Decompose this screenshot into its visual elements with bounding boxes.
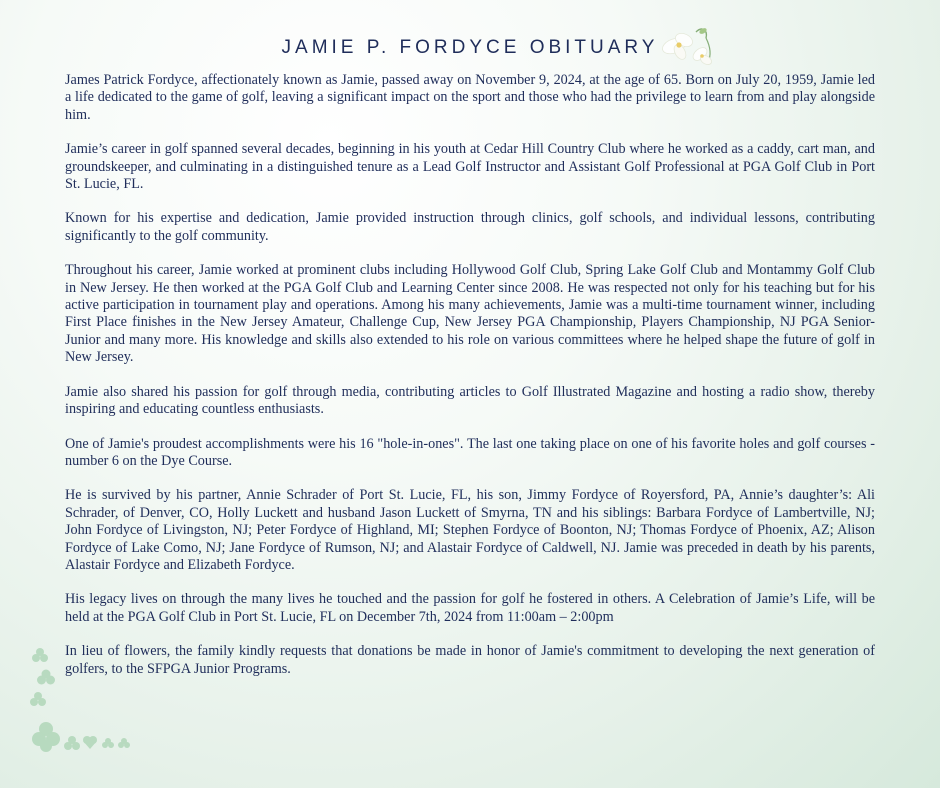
paragraph-celebration: His legacy lives on through the many lives he touched and the passion for golf he fostered in others. A Celebration of Jamie’s Life, will be held at the PGA Golf Club in Port St. Lucie, FL on December 7th, 2024 from 11:00am – 2:00pm: [65, 591, 875, 625]
paragraph-intro: James Patrick Fordyce, affectionately known as Jamie, passed away on November 9, 2024, at the age of 65. Born on July 20, 1959, Jamie led a life dedicated to the game of golf, leaving a significant impact on the sport and those who had the privilege to learn from and play alongside him.: [65, 72, 875, 123]
paragraph-clubs: Throughout his career, Jamie worked at prominent clubs including Hollywood Golf Club, Spring Lake Golf Club and Montammy Golf Club in New Jersey. He then worked at the PGA Golf Club and Learning Center since 2008. He was respected not only for his teaching but for his active participation in tournament play and operations. Among his many achievements, Jamie was a multi-time tournament winner, including First Place finishes in the New Jersey Amateur, Challenge Cup, New Jersey PGA Championship, Players Championship, NJ PGA Senior-Junior and many more. His knowledge and skills also extended to his role on various committees where he helped shape the future of golf in New Jersey.: [65, 262, 875, 366]
paragraph-career: Jamie’s career in golf spanned several decades, beginning in his youth at Cedar Hill Country Club where he worked as a caddy, cart man, and groundskeeper, and culminating in a distinguished tenure as a Lead Golf Instructor and Assistant Golf Professional at PGA Golf Club in Port St. Lucie, FL.: [65, 141, 875, 193]
paragraph-donations: In lieu of flowers, the family kindly requests that donations be made in honor of Jamie's commitment to developing the next generation of golfers, to the SFPGA Junior Programs.: [65, 643, 875, 677]
paragraph-survivors: He is survived by his partner, Annie Schrader of Port St. Lucie, FL, his son, Jimmy Fordyce of Royersford, PA, Annie’s daughter’s: Ali Schrader, of Denver, CO, Holly Luckett and husband Jason Luckett of Smyrna, TN and his siblings: Barbara Fordyce of Lambertville, NJ; John Fordyce of Livingston, NJ; Peter Fordyce of Highland, MI; Stephen Fordyce of Boonton, NJ; Thomas Fordyce of Phoenix, AZ; Alison Fordyce of Lake Como, NJ; Jane Fordyce of Rumson, NJ; and Alastair Fordyce of Caldwell, NJ. Jamie was preceded in death by his parents, Alastair Fordyce and Elizabeth Fordyce.: [65, 487, 875, 573]
obituary-body: [65, 72, 875, 695]
paragraph-media: Jamie also shared his passion for golf through media, contributing articles to Golf Illustrated Magazine and hosting a radio show, thereby inspiring and educating countless enthusiasts.: [65, 383, 875, 418]
shamrock-icon: [26, 648, 146, 768]
paragraph-expertise: Known for his expertise and dedication, Jamie provided instruction through clinics, golf schools, and individual lessons, contributing significantly to the golf community.: [65, 210, 875, 244]
paragraph-hole-in-ones: One of Jamie's proudest accomplishments were his 16 "hole-in-ones". The last one taking place on one of his favorite holes and golf courses - number 6 on the Dye Course.: [65, 435, 875, 469]
page-title: JAMIE P. FORDYCE OBITUARY: [281, 37, 659, 58]
title-row: [0, 34, 940, 64]
flower-icon: [656, 24, 718, 70]
